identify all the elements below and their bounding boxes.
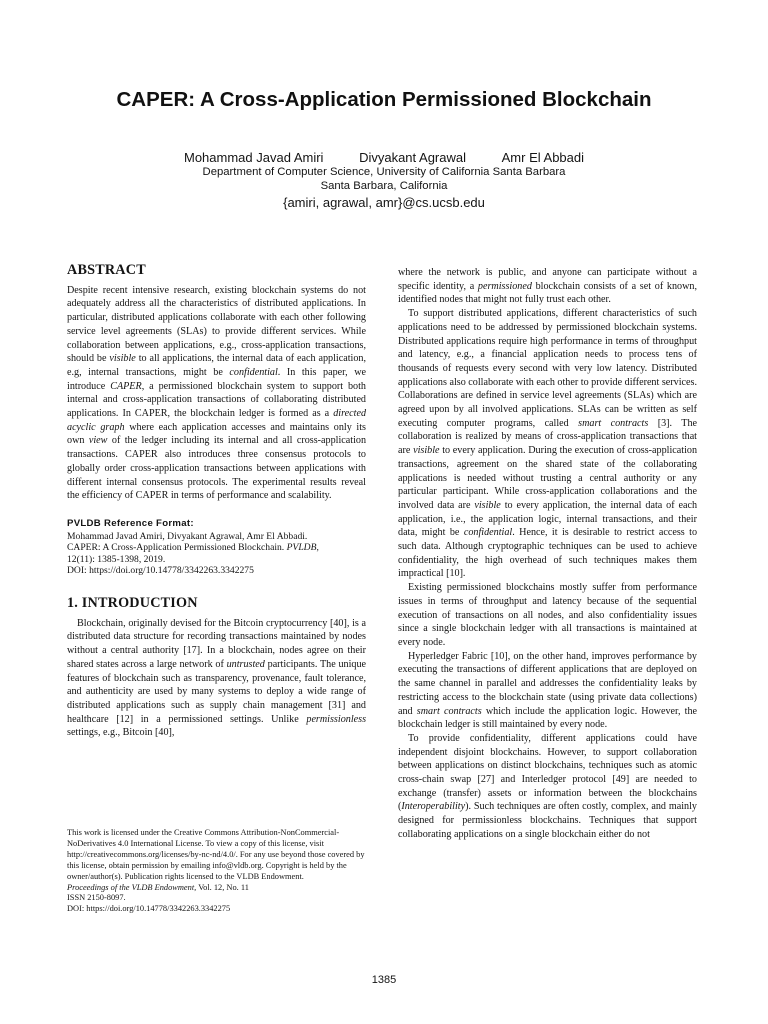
page-number: 1385 (371, 974, 397, 986)
author-3: Amr El Abbadi (501, 150, 585, 165)
left-column (67, 264, 366, 740)
author-1: Mohammad Javad Amiri (183, 150, 324, 165)
affiliation-department: Department of Computer Science, University of California Santa Barbara (202, 166, 566, 178)
author-emails: {amiri, agrawal, amr}@cs.ucsb.edu (283, 195, 485, 210)
introduction-paragraph: Blockchain, originally devised for the Bitcoin cryptocurrency [40], is a distributed data structure for recording transactions maintained by nodes without a central authority [17]. In a blockchain, nodes agree on their shared states across a large network of untrusted participants. The unique features of blockchain such as transparency, provenance, fault tolerance, and authenticity are used by many systems to deploy a wide range of distributed applications such as supply chain management [31] and healthcare [12] in a permissioned settings. Unlike permissionless settings, e.g., Bitcoin [40], (67, 617, 367, 739)
introduction-heading: 1. INTRODUCTION (67, 595, 198, 612)
right-column (398, 266, 697, 842)
right-paragraph-2: To support distributed applications, different characteristics of such applications need to be addressed by permissioned blockchain systems. Distributed applications require high performance in terms of throughput and latency, e.g., a financial application needs to process tens of thousands of requests every second with very low latency. Distributed applications also collaborate with each other to provide different services. Collaborations are defined in service level agreements (SLAs) which are agreed upon by all involved applications. SLAs can be written as self executing computer programs, called smart contracts [3]. The collaboration is realized by means of cross-application transactions that are visible to every application. During the execution of cross-application transactions, agreement on the shared state of the collaborating applications is needed without trusting a central authority or any particular participant. While cross-application collaborations and the involved data are visible to every application, the internal data of each application, i.e., the application logic, internal transactions, and their data, might be confidential. Hence, it is desirable to restrict access to such data. Although cryptographic techniques can be used to achieve confidentiality, the high overhead of such techniques makes them impractical [10]. (398, 308, 698, 580)
right-paragraph-4: Hyperledger Fabric [10], on the other hand, improves performance by executing the transactions of different applications that are deployed on the same channel in parallel and addresses the confidentiality leaks by restricting access to the blockchain state (using private data collections) and smart contracts which include the application logic. However, the blockchain ledger is still maintained by every node. (398, 650, 698, 731)
author-list (0, 150, 768, 165)
right-paragraph-3: Existing permissioned blockchains mostly suffer from performance issues in terms of throughput and latency because of the sequential execution of transactions on all nodes, and also confidentiality issues since a single blockchain ledger with all transactions is maintained at every node. (398, 582, 697, 648)
license-footnote: This work is licensed under the Creative Commons Attribution-NonCommercial-NoDerivatives 4.0 International License. To view a copy of this license, visit http://creativecommons.org/licenses/by-nc-nd/4.0/. For any use beyond those covered by this license, obtain permission by emailing info@vldb.org. Copyright is held by the owner/author(s). Publication rights licensed to the VLDB Endowment. Proceedings of the VLDB Endowment, Vol. 12, No. 11 ISSN 2150-8097. DOI: https://doi.org/10.14778/3342263.3342275 (67, 828, 365, 914)
paper-title: CAPER: A Cross-Application Permissioned Blockchain (116, 88, 652, 111)
right-paragraph-5: To provide confidentiality, different applications could have independent disjoint blockchains. However, to support collaboration between applications on distinct blockchains, techniques such as atomic cross-chain swap [27] and Interledger protocol [49] are needed to exchange (transfer) assets or information between the blockchains (Interoperability). Such techniques are often costly, complex, and mainly designed for permissionless blockchains. Techniques that support collaborating applications on a single blockchain either do not (398, 732, 697, 840)
reference-format: Mohammad Javad Amiri, Divyakant Agrawal, Amr El Abbadi. CAPER: A Cross-Application Permissioned Blockchain. PVLDB, 12(11): 1385-1398, 2019. DOI: https://doi.org/10.14778/3342263.3342275 (67, 531, 366, 577)
author-2: Divyakant Agrawal (359, 150, 467, 165)
affiliation-location: Santa Barbara, California (320, 180, 448, 192)
abstract-heading: ABSTRACT (67, 262, 146, 278)
footnote-doi[interactable]: DOI: https://doi.org/10.14778/3342263.3342275 (67, 904, 231, 914)
right-paragraph-1: where the network is public, and anyone can participate without a specific identity, a permissioned blockchain consists of a set of known, identified nodes that might not fully trust each other. (398, 267, 697, 306)
abstract-text: Despite recent intensive research, existing blockchain systems do not adequately address all the characteristics of distributed applications. In particular, distributed applications collaborate with each other following service level agreements (SLAs) to provide different services. While collaboration between applications, e.g., cross-application transactions, should be visible to all applications, the internal data of each application, e.g, internal transactions, might be confidential. In this paper, we introduce CAPER, a permissioned blockchain system to support both internal and cross-application transactions of collaborating distributed applications. In CAPER, the blockchain ledger is formed as a directed acyclic graph where each application accesses and maintains only its own view of the ledger including its internal and all cross-application transactions. CAPER also introduces three consensus protocols to globally order cross-application transactions between applications with different internal consensus protocols. The experimental results reveal the efficiency of CAPER in terms of performance and scalability. (67, 284, 367, 502)
reference-doi[interactable]: DOI: https://doi.org/10.14778/3342263.3342275 (67, 565, 254, 577)
reference-format-heading: PVLDB Reference Format: (67, 517, 194, 529)
